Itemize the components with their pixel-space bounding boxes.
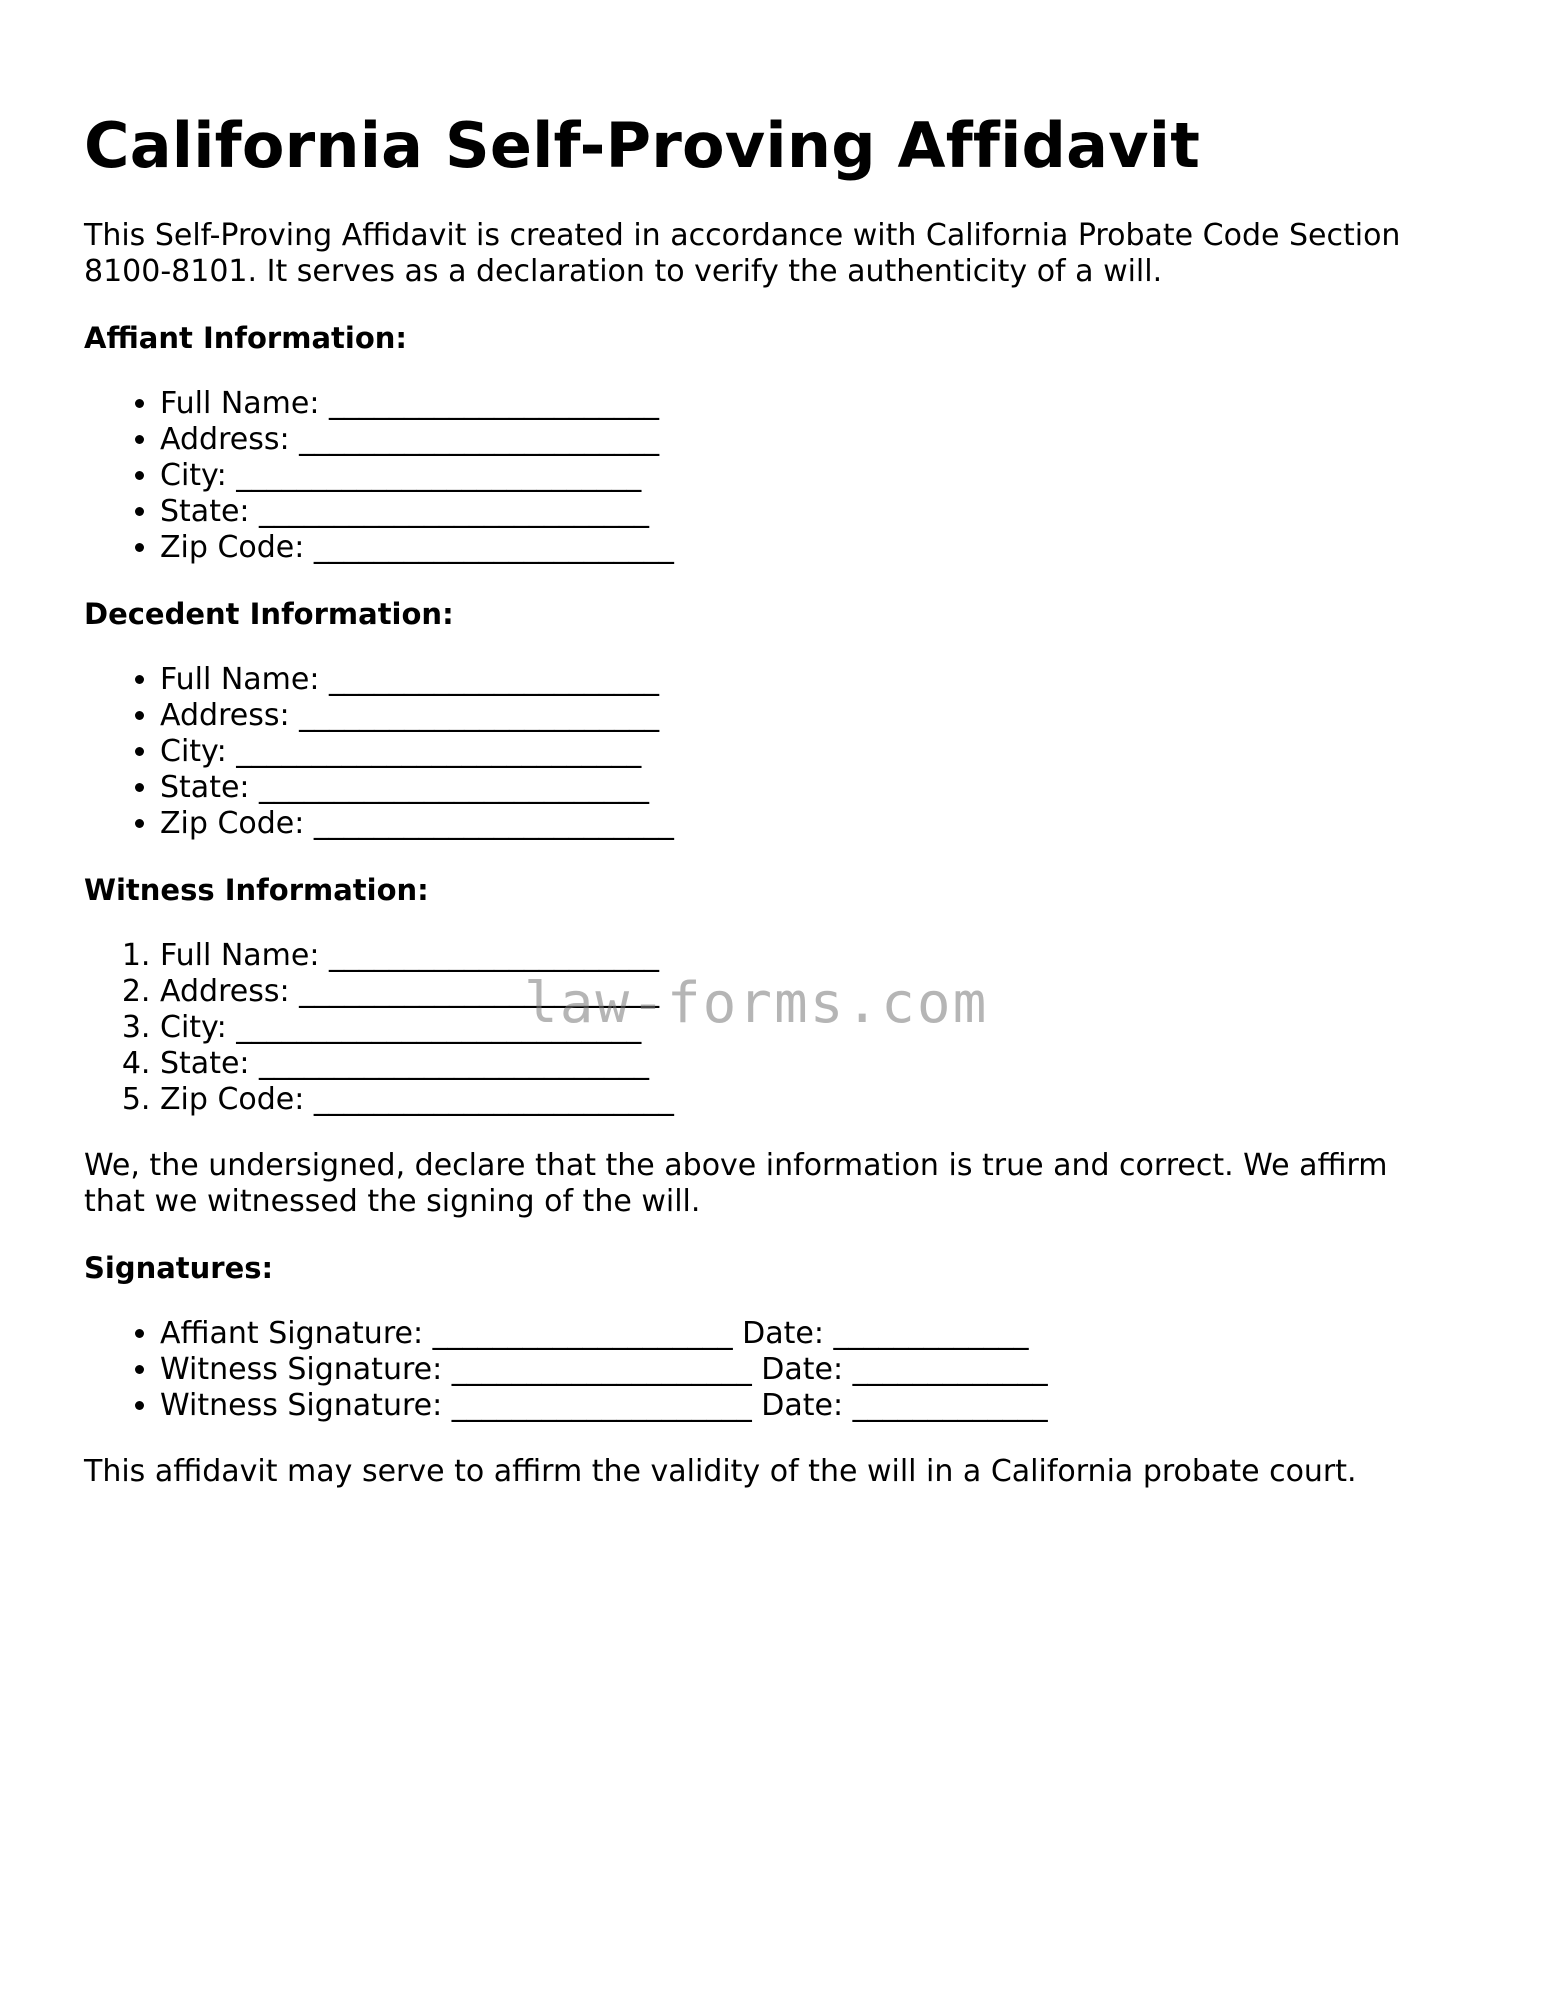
affiant-heading: Affiant Information: (84, 321, 407, 355)
affiant-state-field: • State: __________________________ (160, 494, 1484, 530)
decedent-zip-field: • Zip Code: ________________________ (160, 806, 1484, 842)
witness-state-field: 4. State: __________________________ (160, 1046, 1484, 1082)
affiant-city-field: • City: ___________________________ (160, 458, 1484, 494)
witness-zip-field: 5. Zip Code: ________________________ (160, 1082, 1484, 1118)
watermark: law-forms.com (524, 971, 989, 1036)
witness-city-field: 3. City: ___________________________ (160, 1010, 1484, 1046)
witness-signature-line: • Witness Signature: ____________________ Date: _____________ (160, 1388, 1484, 1424)
decedent-address-field: • Address: ________________________ (160, 698, 1484, 734)
affiant-signature-line: • Affiant Signature: ____________________ Date: _____________ (160, 1316, 1484, 1352)
decedent-city-field: • City: ___________________________ (160, 734, 1484, 770)
decedent-state-field: • State: __________________________ (160, 770, 1484, 806)
decedent-heading: Decedent Information: (84, 597, 454, 631)
intro-paragraph: This Self-Proving Affidavit is created in accordance with California Probate Code Section 8100-8101. It serves as a declaration to verify the authenticity of a will. (84, 218, 1401, 289)
witness-address-field: 2. Address: ________________________ (160, 974, 1484, 1010)
decedent-list (84, 662, 1484, 842)
signatures-list (84, 1316, 1484, 1424)
affiant-zip-field: • Zip Code: ________________________ (160, 530, 1484, 566)
affiant-list (84, 386, 1484, 566)
signatures-heading: Signatures: (84, 1251, 274, 1285)
affiant-full-name-field: • Full Name: ______________________ (160, 386, 1484, 422)
declaration-paragraph: We, the undersigned, declare that the above information is true and correct. We affirm that we witnessed the signing of the will. (84, 1148, 1388, 1219)
affiant-address-field: • Address: ________________________ (160, 422, 1484, 458)
witness-full-name-field: 1. Full Name: ______________________ (160, 938, 1484, 974)
document-page (84, 0, 1484, 1490)
witness-signature-line: • Witness Signature: ____________________ Date: _____________ (160, 1352, 1484, 1388)
document-title: California Self-Proving Affidavit (84, 109, 1201, 182)
witness-heading: Witness Information: (84, 873, 429, 907)
closing-paragraph: This affidavit may serve to affirm the validity of the will in a California probate court. (84, 1454, 1357, 1489)
decedent-full-name-field: • Full Name: ______________________ (160, 662, 1484, 698)
